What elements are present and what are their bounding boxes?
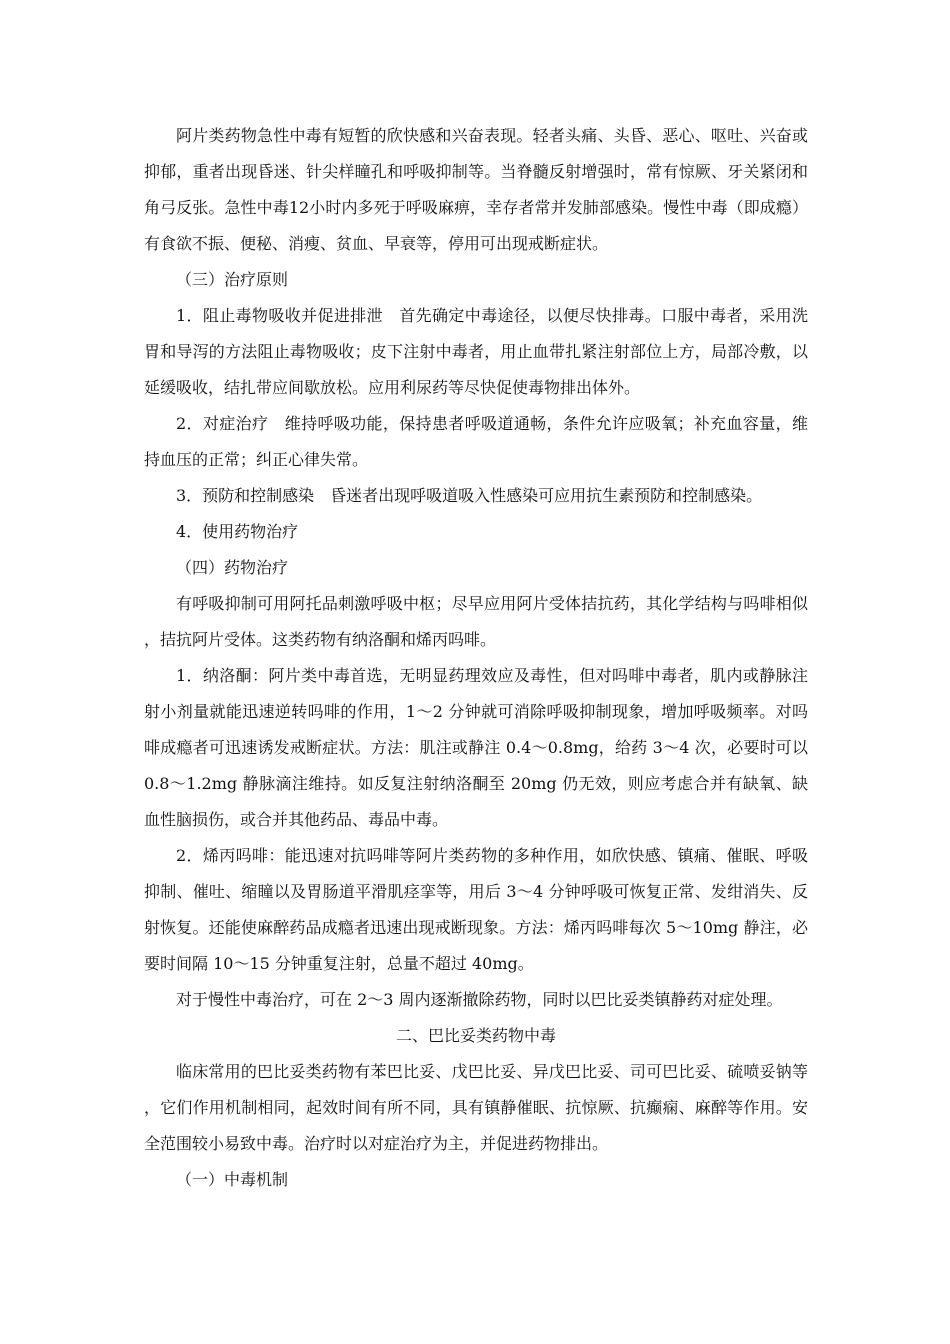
paragraph-barbiturate-intro: 临床常用的巴比妥类药物有苯巴比妥、戊巴比妥、异戊巴比妥、司可巴比妥、硫喷妥钠等，它们作用机制相同，起效时间有所不同，具有镇静催眠、抗惊厥、抗癫痫、麻醉等作用。安全范围较小易致中毒。治疗时以对症治疗为主，并促进药物排出。: [144, 1062, 808, 1153]
paragraph-nalorphine: 2．烯丙吗啡：能迅速对抗吗啡等阿片类药物的多种作用，如欣快感、镇痛、催眠、呼吸抑制、催吐、缩瞳以及胃肠道平滑肌痉挛等，用后 3～4 分钟呼吸可恢复正常、发绀消失、反射恢复。还能使麻醉药品成瘾者迅速出现戒断现象。方法：烯丙吗啡每次 5～10mg 静注，必要时间隔 10～15 分钟重复注射，总量不超过 40mg。: [144, 846, 808, 973]
paragraph-infection-control: 3．预防和控制感染 昏迷者出现呼吸道吸入性感染可应用抗生素预防和控制感染。: [176, 486, 763, 505]
paragraph-drug-therapy-item: 4．使用药物治疗: [176, 522, 299, 541]
paragraph-chronic-treatment: 对于慢性中毒治疗，可在 2～3 周内逐渐撤除药物，同时以巴比妥类镇静药对症处理。: [176, 990, 783, 1009]
heading-treatment-principles: （三）治疗原则: [176, 270, 289, 289]
paragraph-acute-poisoning-symptoms: 阿片类药物急性中毒有短暂的欣快感和兴奋表现。轻者头痛、头昏、恶心、呕吐、兴奋或抑郁，重者出现昏迷、针尖样瞳孔和呼吸抑制等。当脊髓反射增强时，常有惊厥、牙关紧闭和角弓反张。急性中毒12小时内多死于呼吸麻痹，幸存者常并发肺部感染。慢性中毒（即成瘾）有食欲不振、便秘、消瘦、贫血、早衰等，停用可出现戒断症状。: [144, 126, 808, 253]
paragraph-naloxone: 1．纳洛酮：阿片类中毒首选，无明显药理效应及毒性，但对吗啡中毒者，肌内或静脉注射小剂量就能迅速逆转吗啡的作用，1～2 分钟就可消除呼吸抑制现象，增加呼吸频率。对吗啡成瘾者可迅速诱发戒断症状。方法：肌注或静注 0.4～0.8mg，给药 3～4 次，必要时可以 0.8～1.2mg 静脉滴注维持。如反复注射纳洛酮至 20mg 仍无效，则应考虑合并有缺氧、缺血性脑损伤，或合并其他药品、毒品中毒。: [144, 666, 808, 829]
document-body: [144, 118, 808, 1198]
heading-poisoning-mechanism: （一）中毒机制: [176, 1170, 289, 1189]
paragraph-symptomatic-treatment: 2．对症治疗 维持呼吸功能，保持患者呼吸道通畅，条件允许应吸氧；补充血容量，维持血压的正常；纠正心律失常。: [144, 414, 808, 469]
paragraph-antagonists: 有呼吸抑制可用阿托品刺激呼吸中枢；尽早应用阿片受体拮抗药，其化学结构与吗啡相似，拮抗阿片受体。这类药物有纳洛酮和烯丙吗啡。: [144, 594, 808, 649]
heading-drug-therapy: （四）药物治疗: [176, 558, 289, 577]
section-title-barbiturate-poisoning: 二、巴比妥类药物中毒: [395, 1026, 556, 1045]
paragraph-block-absorption: 1．阻止毒物吸收并促进排泄 首先确定中毒途径，以便尽快排毒。口服中毒者，采用洗胃和导泻的方法阻止毒物吸收；皮下注射中毒者，用止血带扎紧注射部位上方，局部冷敷，以延缓吸收，结扎带应间歇放松。应用利尿药等尽快促使毒物排出体外。: [144, 306, 808, 397]
